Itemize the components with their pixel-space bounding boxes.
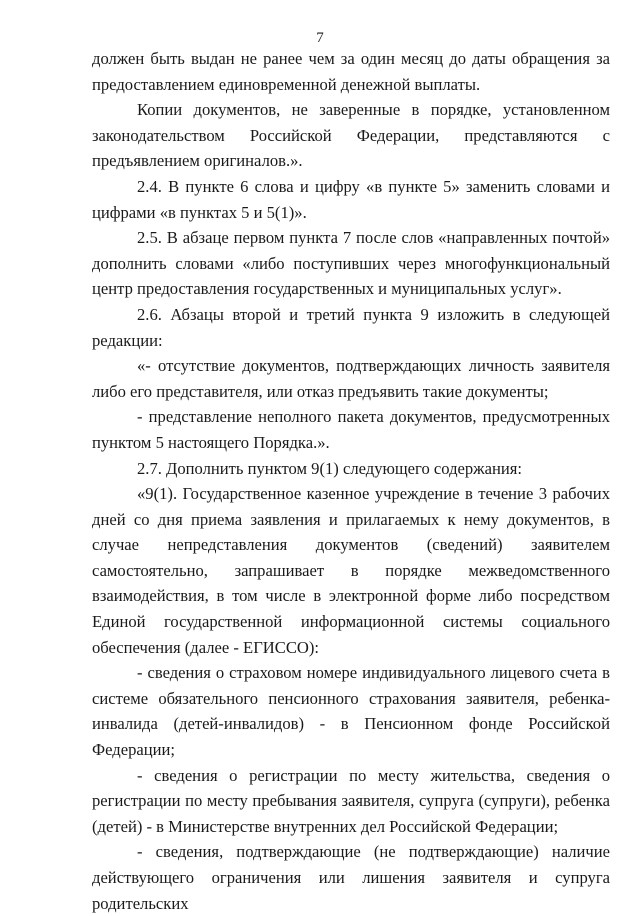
paragraph-2-5: 2.5. В абзаце первом пункта 7 после слов «направленных почтой» дополнить словами «либо поступивших через многофункциональный центр предоставления государственных и муниципальных услуг». [92,228,610,299]
paragraph-request-item-1: - сведения о страховом номере индивидуального лицевого счета в системе обязательного пенсионного страхования заявителя, ребенка-инвалида (детей-инвалидов) - в Пенсионном фонде Российской Федерации; [92,663,610,760]
paragraph-request-item-3: - сведения, подтверждающие (не подтверждающие) наличие действующего ограничения или лишения заявителя и супруга родительских [92,842,610,913]
paragraph-request-item-2: - сведения о регистрации по месту жительства, сведения о регистрации по месту пребывания заявителя, супруга (супруги), ребенка (детей) - в Министерстве внутренних дел Российской Федерации; [92,765,610,836]
paragraph-refusal-item-2: - представление неполного пакета документов, предусмотренных пунктом 5 настоящего Порядка.». [92,407,610,452]
paragraph-2-7: 2.7. Дополнить пунктом 9(1) следующего содержания: [137,458,523,478]
page-number: 7 [316,30,324,46]
paragraph-continuation: должен быть выдан не ранее чем за один месяц до даты обращения за предоставлением единовременной денежной выплаты. [92,49,610,94]
paragraph-9-1: «9(1). Государственное казенное учреждение в течение 3 рабочих дней со дня приема заявления и прилагаемых к нему документов, в случае непредставления документов (сведений) заявителем самостоятельно, запрашивает в порядке межведомственного взаимодействия, в том числе в электронной форме либо посредством Единой государственной информационной системы социального обеспечения (далее - ЕГИССО): [92,484,610,657]
paragraph-refusal-item-1: «- отсутствие документов, подтверждающих личность заявителя либо его представителя, или отказ предъявить такие документы; [92,356,610,401]
document-body [92,46,610,916]
paragraph-copies: Копии документов, не заверенные в порядке, установленном законодательством Российской Федерации, представляются с предъявлением оригиналов.». [92,100,610,171]
paragraph-2-4: 2.4. В пункте 6 слова и цифру «в пункте 5» заменить словами и цифрами «в пунктах 5 и 5(1)». [92,176,610,222]
paragraph-2-6: 2.6. Абзацы второй и третий пункта 9 изложить в следующей редакции: [92,304,610,350]
